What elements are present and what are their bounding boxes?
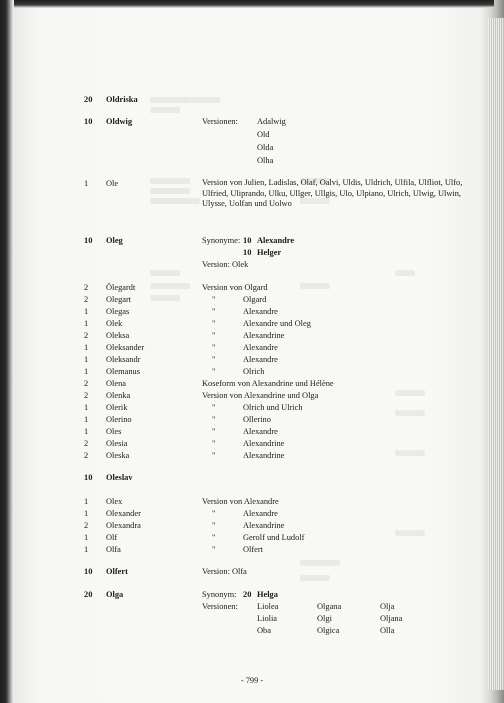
page-number: - 799 - xyxy=(240,676,264,685)
ditto-mark: " xyxy=(212,367,216,376)
entry-reference: Alexandre und Oleg xyxy=(243,319,311,328)
version-item: Olgi xyxy=(317,614,332,623)
page-top-shadow xyxy=(14,0,494,8)
ditto-mark: " xyxy=(212,427,216,436)
ditto-mark: " xyxy=(212,451,216,460)
version-item: Liolia xyxy=(257,614,278,623)
entry-name: Olex xyxy=(106,497,123,506)
entry-reference: Alexandre xyxy=(243,307,278,316)
entry-reference: Olrich xyxy=(243,367,265,376)
entry-name: Oleksander xyxy=(106,343,145,352)
bleed-through-mark xyxy=(150,188,190,194)
version-item: Old xyxy=(257,130,270,139)
entry-reference: Alexandre xyxy=(243,427,278,436)
entry-name: Olemanus xyxy=(106,367,140,376)
entry-version: Version: Olfa xyxy=(202,567,247,576)
entry-name: Oleska xyxy=(106,451,130,460)
entry-name: Oleslav xyxy=(106,473,133,482)
ditto-mark: " xyxy=(212,545,216,554)
entry-reference: Alexandrine xyxy=(243,521,285,530)
entry-version: Version: Olek xyxy=(202,260,249,269)
synonym-name: Alexandre xyxy=(257,236,295,245)
version-item: Oba xyxy=(257,626,271,635)
entry-name: Ölegardt xyxy=(106,283,136,292)
version-item: Olgica xyxy=(317,626,340,635)
entry-number: 2 xyxy=(84,295,89,304)
entry-number: 20 xyxy=(84,590,93,599)
ditto-mark: " xyxy=(212,295,216,304)
entry-name: Oleg xyxy=(106,236,123,245)
entry-number: 2 xyxy=(84,451,89,460)
bleed-through-mark xyxy=(300,560,340,566)
entry-description: Koseform von Alexandrine und Hélène xyxy=(202,379,334,388)
entry-name: Olegas xyxy=(106,307,130,316)
entry-number: 2 xyxy=(84,331,89,340)
entry-name: Olfert xyxy=(106,567,128,576)
entry-number: 1 xyxy=(84,179,89,188)
version-item: Oljana xyxy=(380,614,403,623)
bleed-through-mark xyxy=(150,283,190,289)
ditto-mark: " xyxy=(212,319,216,328)
entry-number: 1 xyxy=(84,497,89,506)
ditto-mark: " xyxy=(212,439,216,448)
entry-reference: Gerolf und Ludolf xyxy=(243,533,305,542)
bleed-through-mark xyxy=(150,198,200,204)
synonym-number: 10 xyxy=(243,236,252,245)
entry-number: 10 xyxy=(84,117,93,126)
bleed-through-mark xyxy=(395,270,415,276)
version-item: Olla xyxy=(380,626,395,635)
entry-description: Version von Alexandrine und Olga xyxy=(202,391,319,400)
version-item: Adalwig xyxy=(257,117,286,126)
ditto-mark: " xyxy=(212,331,216,340)
entry-name: Olfa xyxy=(106,545,121,554)
bleed-through-mark xyxy=(300,283,330,289)
entry-reference: Alexandre xyxy=(243,355,278,364)
entry-label: Synonyme: xyxy=(202,236,241,245)
entry-description: Version von Alexandre xyxy=(202,497,279,506)
entry-number: 2 xyxy=(84,521,89,530)
version-item: Liolea xyxy=(257,602,279,611)
version-item: Olja xyxy=(380,602,395,611)
entry-reference: Olfert xyxy=(243,545,263,554)
entry-number: 1 xyxy=(84,367,89,376)
entry-number: 10 xyxy=(84,473,93,482)
synonym-name: Helger xyxy=(257,248,282,257)
entry-number: 2 xyxy=(84,379,89,388)
entry-name: Olexandra xyxy=(106,521,141,530)
ditto-mark: " xyxy=(212,509,216,518)
entry-number: 2 xyxy=(84,391,89,400)
entry-name: Oleksa xyxy=(106,331,130,340)
ditto-mark: " xyxy=(212,521,216,530)
entry-number: 20 xyxy=(84,95,93,104)
entry-name: Oldriska xyxy=(106,95,138,104)
entry-name: Olexander xyxy=(106,509,141,518)
synonym-number: 20 xyxy=(243,590,252,599)
bleed-through-mark xyxy=(395,530,425,536)
bleed-through-mark xyxy=(150,97,190,103)
bleed-through-mark xyxy=(150,295,180,301)
entry-name: Olesia xyxy=(106,439,128,448)
entry-name: Ole xyxy=(106,179,119,188)
entry-name: Oleksandr xyxy=(106,355,141,364)
entry-name: Olena xyxy=(106,379,126,388)
entry-name: Olerik xyxy=(106,403,128,412)
entry-reference: Olrich und Ulrich xyxy=(243,403,303,412)
entry-number: 1 xyxy=(84,319,89,328)
entry-name: Olegart xyxy=(106,295,132,304)
entry-description: Version von Olgard xyxy=(202,283,268,292)
entry-number: 1 xyxy=(84,343,89,352)
entry-number: 1 xyxy=(84,415,89,424)
entry-number: 1 xyxy=(84,307,89,316)
entry-label: Versionen: xyxy=(202,602,238,611)
entry-name: Olf xyxy=(106,533,118,542)
bleed-through-mark xyxy=(395,390,425,396)
entry-label: Synonym: xyxy=(202,590,237,599)
entry-number: 1 xyxy=(84,355,89,364)
bleed-through-mark xyxy=(150,107,180,113)
entry-number: 1 xyxy=(84,427,89,436)
bleed-through-mark xyxy=(300,575,330,581)
entry-number: 1 xyxy=(84,545,89,554)
bleed-through-mark xyxy=(395,450,425,456)
entry-name: Olga xyxy=(106,590,124,599)
entry-name: Olerino xyxy=(106,415,132,424)
ditto-mark: " xyxy=(212,403,216,412)
version-item: Olda xyxy=(257,143,274,152)
entry-number: 2 xyxy=(84,283,89,292)
entry-number: 1 xyxy=(84,509,89,518)
entry-reference: Alexandrine xyxy=(243,331,285,340)
entry-number: 10 xyxy=(84,236,93,245)
version-item: Olha xyxy=(257,156,274,165)
entry-name: Olenka xyxy=(106,391,131,400)
entry-name: Oles xyxy=(106,427,122,436)
synonym-number: 10 xyxy=(243,248,252,257)
entry-name: Oldwig xyxy=(106,117,133,126)
entry-number: 1 xyxy=(84,533,89,542)
entry-label: Versionen: xyxy=(202,117,238,126)
ditto-mark: " xyxy=(212,343,216,352)
entry-reference: Ollerino xyxy=(243,415,271,424)
version-item: Olgana xyxy=(317,602,342,611)
entry-number: 1 xyxy=(84,403,89,412)
ditto-mark: " xyxy=(212,415,216,424)
entry-description: Version von Julien, Ladislas, Olaf, Oalvi, Uldis, Uldrich, Ulfila, Ulfliot, Ulfo, Ulfried, Uliprando, Ulku, Ullger, Ullgis, Ulo, Ulpiano, Ulrich, Ulwig, Ulwin, Ulysse, Uolfan und Uolwo xyxy=(202,178,463,209)
entry-reference: Olgard xyxy=(243,295,267,304)
ditto-mark: " xyxy=(212,533,216,542)
page-stack-edge xyxy=(488,18,504,690)
entry-reference: Alexandrine xyxy=(243,451,285,460)
entry-name: Olek xyxy=(106,319,123,328)
entry-number: 10 xyxy=(84,567,93,576)
entry-reference: Alexandre xyxy=(243,509,278,518)
bleed-through-mark xyxy=(395,410,425,416)
ditto-mark: " xyxy=(212,355,216,364)
entry-number: 2 xyxy=(84,439,89,448)
bleed-through-mark xyxy=(150,270,180,276)
entry-reference: Alexandrine xyxy=(243,439,285,448)
entry-reference: Alexandre xyxy=(243,343,278,352)
bleed-through-mark xyxy=(150,178,190,184)
synonym-name: Helga xyxy=(257,590,278,599)
bleed-through-mark xyxy=(190,97,220,103)
ditto-mark: " xyxy=(212,307,216,316)
